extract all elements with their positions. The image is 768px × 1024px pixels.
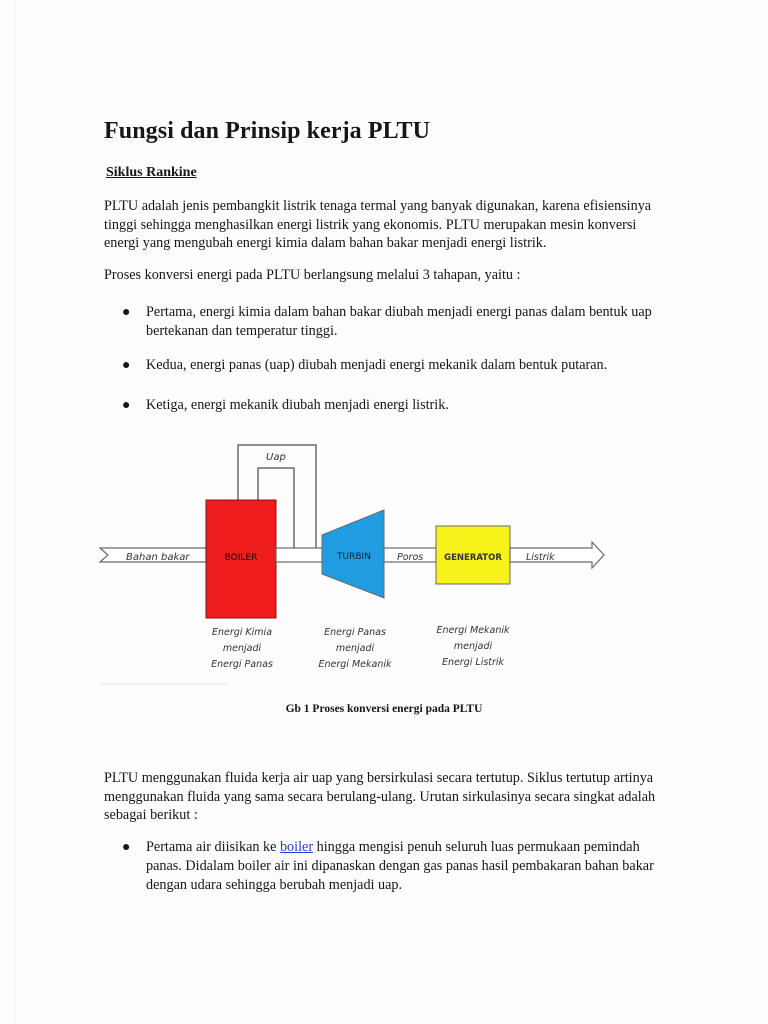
shaft-label: Poros — [397, 552, 424, 563]
turbine-caption-line-1: Energi Panas — [324, 627, 386, 638]
stage-2-line-1: Kedua, energi panas (uap) diubah menjadi energi mekanik dalam bentuk putaran. — [146, 357, 608, 373]
intro-line-2: tinggi sehingga menghasilkan energi listrik yang ekonomis. PLTU merupakan mesin konversi — [104, 216, 637, 233]
process-intro: Proses konversi energi pada PLTU berlangsung melalui 3 tahapan, yaitu : — [104, 267, 521, 283]
stage-1-line-2: bertekanan dan temperatur tinggi. — [146, 323, 338, 339]
boiler-label: BOILER — [224, 553, 258, 563]
cycle-line-1: PLTU menggunakan fluida kerja air uap yang bersirkulasi secara tertutup. Siklus tertutup artinya — [104, 770, 654, 786]
figure-caption: Gb 1 Proses konversi energi pada PLTU — [285, 703, 483, 715]
intro-line-3: energi yang mengubah energi kimia dalam bahan bakar menjadi energi listrik. — [104, 235, 547, 251]
cycle-line-2: menggunakan fluida yang sama secara berulang-ulang. Urutan sirkulasinya secara singkat adalah — [104, 788, 656, 805]
cycle-line-3: sebagai berikut : — [104, 807, 198, 823]
section-subheading: Siklus Rankine — [106, 165, 197, 180]
stage-item-1 — [122, 303, 674, 341]
cycle-step-1 — [122, 838, 674, 895]
page-title: Fungsi dan Prinsip kerja PLTU — [104, 118, 431, 144]
turbine-caption-line-2: menjadi — [335, 643, 375, 654]
bullet-icon: ● — [122, 358, 131, 373]
cycle-paragraph — [104, 769, 672, 825]
cycle-step-1-line-1 — [122, 838, 674, 857]
stage-item-2 — [122, 356, 674, 375]
stage-1-line-1: Pertama, energi kimia dalam bahan bakar diubah menjadi energi panas dalam bentuk uap — [146, 304, 652, 320]
intro-paragraph — [104, 197, 672, 253]
pltu-process-diagram — [98, 440, 618, 690]
input-label: Bahan bakar — [126, 552, 190, 563]
output-arrow — [510, 542, 604, 568]
cycle-step-1-text-a: Pertama air diisikan ke — [146, 839, 280, 855]
boiler-link[interactable]: boiler — [279, 839, 314, 855]
boiler-turbine-link — [276, 548, 322, 562]
generator-caption-line-2: menjadi — [453, 641, 493, 652]
boiler-caption-line-3: Energi Panas — [211, 659, 273, 670]
stage-item-3 — [122, 396, 674, 415]
intro-line-1: PLTU adalah jenis pembangkit listrik tenaga termal yang banyak digunakan, karena efisiensinya — [104, 198, 652, 214]
cycle-step-1-line-2: panas. Didalam boiler air ini dipanaskan dengan gas panas hasil pembakaran bahan bakar — [146, 858, 654, 874]
turbine-label: TURBIN — [337, 552, 371, 562]
boiler-caption-line-1: Energi Kimia — [211, 627, 273, 638]
bullet-icon: ● — [122, 398, 131, 413]
boiler-caption-line-2: menjadi — [222, 643, 262, 654]
cycle-step-1-text-b: hingga mengisi penuh seluruh luas permukaan pemindah — [313, 839, 640, 855]
output-label: Listrik — [526, 552, 555, 563]
generator-caption-line-1: Energi Mekanik — [436, 625, 510, 636]
generator-caption-line-3: Energi Listrik — [441, 657, 505, 668]
page-edge-line — [14, 0, 15, 1024]
bullet-icon: ● — [122, 305, 131, 320]
bullet-icon: ● — [122, 840, 131, 855]
steam-label: Uap — [266, 452, 286, 463]
generator-label: GENERATOR — [444, 553, 502, 563]
turbine-caption-line-3: Energi Mekanik — [318, 659, 392, 670]
stage-3-line-1: Ketiga, energi mekanik diubah menjadi energi listrik. — [146, 397, 449, 413]
cycle-step-1-line-3: dengan udara sehingga berubah menjadi uap. — [146, 877, 403, 893]
